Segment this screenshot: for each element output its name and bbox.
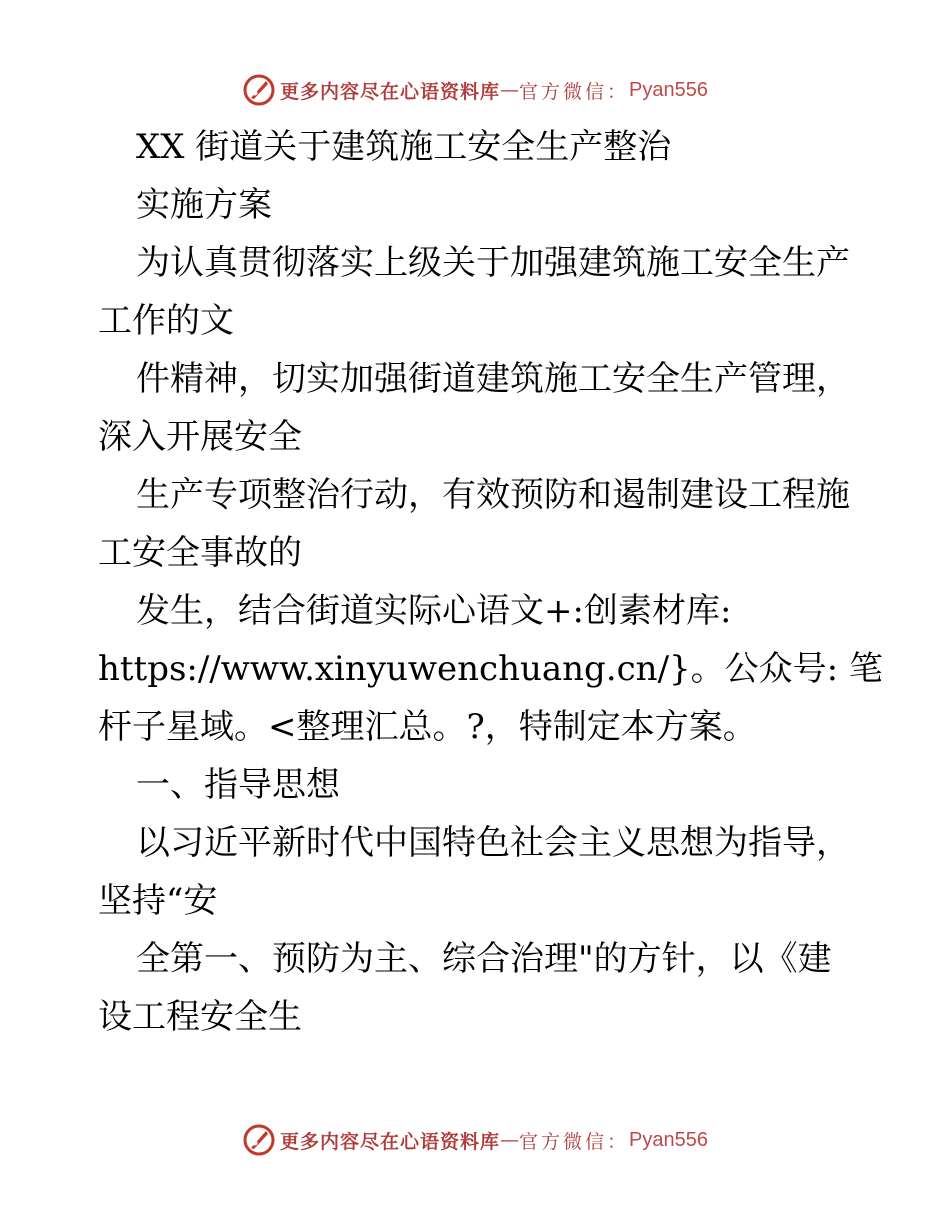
body-line: 以习近平新时代中国特色社会主义思想为指导， (136, 823, 850, 863)
doc-title-line-2: 实施方案 (136, 185, 272, 225)
body-line-url: https://www.xinyuwenchuang.cn/}。公众号: 笔 (98, 649, 883, 689)
wechat-id-text: Pyan556 (629, 78, 708, 101)
footer-watermark-banner (0, 1120, 950, 1160)
wechat-label-text: 官方微信： (519, 1130, 630, 1153)
document-body (98, 118, 883, 1046)
body-line: 杆子星域。<整理汇总。?，特制定本方案。 (98, 707, 757, 747)
body-line: 发生，结合街道实际心语文+:创素材库: (136, 591, 732, 631)
body-line: 件精神，切实加强街道建筑施工安全生产管理， (136, 359, 850, 399)
site-name-text: 更多内容尽在心语资料库 (280, 1130, 501, 1153)
body-line: 工作的文 (98, 301, 234, 341)
body-line: 坚持“安 (98, 881, 218, 921)
body-line: 为认真贯彻落实上级关于加强建筑施工安全生产 (136, 243, 850, 283)
separator-text: — (500, 79, 520, 101)
quill-logo-icon (242, 73, 276, 107)
wechat-label-text: 官方微信： (519, 80, 630, 103)
body-line: 工安全事故的 (98, 533, 302, 573)
header-watermark-banner (0, 70, 950, 110)
body-line: 设工程安全生 (98, 997, 302, 1037)
separator-text: — (500, 1129, 520, 1151)
body-line: 深入开展安全 (98, 417, 302, 457)
body-line: 生产专项整治行动，有效预防和遏制建设工程施 (136, 475, 850, 515)
quill-logo-icon (242, 1123, 276, 1157)
site-name-text: 更多内容尽在心语资料库 (280, 80, 501, 103)
section-heading: 一、指导思想 (136, 765, 340, 805)
wechat-id-text: Pyan556 (629, 1128, 708, 1151)
body-line: 全第一、预防为主、综合治理"的方针，以《建 (136, 939, 832, 979)
doc-title-line-1: XX 街道关于建筑施工安全生产整治 (136, 127, 672, 167)
